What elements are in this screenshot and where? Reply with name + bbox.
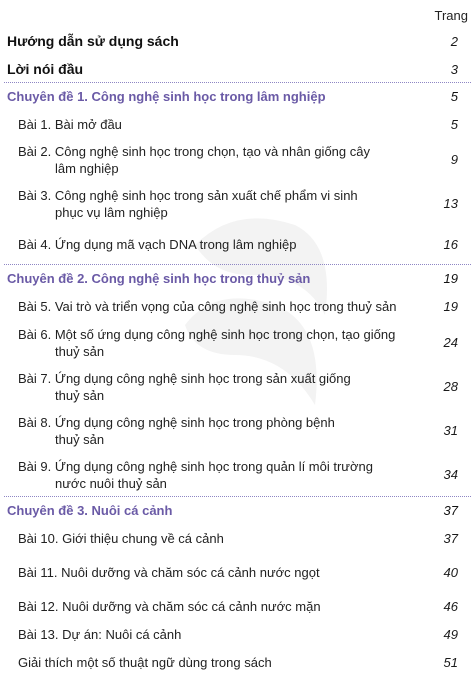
page-number: 3 <box>450 62 458 77</box>
entry-title <box>7 270 310 287</box>
entry-title-line: Bài 8. Ứng dụng công nghệ sinh học trong phòng bệnh <box>18 415 335 430</box>
entry-title <box>18 626 181 643</box>
entry-title-line: Bài 3. Công nghệ sinh học trong sản xuất chế phẩm vi sinh <box>18 188 358 203</box>
entry-title-line: thuỷ sản <box>55 388 105 403</box>
entry-title <box>18 298 396 315</box>
page-number: 28 <box>443 379 458 394</box>
page-number: 19 <box>443 299 458 314</box>
entry-title <box>7 88 326 105</box>
page-number: 31 <box>443 423 458 438</box>
entry-title-line: Bài 11. Nuôi dưỡng và chăm sóc cá cảnh nước ngọt <box>18 565 320 580</box>
page-number: 51 <box>443 655 458 670</box>
entry-title <box>18 370 351 404</box>
entry-title-line: thuỷ sản <box>55 344 105 359</box>
entry-title-line: Bài 5. Vai trò và triển vọng của công nghệ sinh học trong thuỷ sản <box>18 299 397 314</box>
entry-title-line: Chuyên đề 3. Nuôi cá cảnh <box>7 503 173 518</box>
entry-title-line: Giải thích một số thuật ngữ dùng trong sách <box>18 655 272 670</box>
page-number: 34 <box>443 467 458 482</box>
page-number: 5 <box>450 89 458 104</box>
entry-title-line: Bài 9. Ứng dụng công nghệ sinh học trong quản lí môi trường <box>18 459 373 474</box>
entry-title <box>18 654 272 671</box>
page-number: 5 <box>450 117 458 132</box>
entry-title <box>18 326 395 360</box>
entry-title <box>18 458 373 492</box>
entry-title-line: Chuyên đề 2. Công nghệ sinh học trong thuỷ sản <box>7 271 311 286</box>
entry-title-line: Bài 6. Một số ứng dụng công nghệ sinh học trong chọn, tạo giống <box>18 327 396 342</box>
page-number: 13 <box>443 196 458 211</box>
section-divider <box>4 264 471 265</box>
entry-title <box>18 143 370 177</box>
entry-title-line: Bài 7. Ứng dụng công nghệ sinh học trong sản xuất giống <box>18 371 351 386</box>
page-column-header: Trang <box>434 8 468 23</box>
entry-title-line: Bài 2. Công nghệ sinh học trong chọn, tạo và nhân giống cây <box>18 144 370 159</box>
entry-title-line: phục vụ lâm nghiệp <box>55 205 168 220</box>
entry-title-line: Bài 1. Bài mở đầu <box>18 117 122 132</box>
page-number: 49 <box>443 627 458 642</box>
entry-title-line: Bài 13. Dự án: Nuôi cá cảnh <box>18 627 182 642</box>
section-divider <box>4 82 471 83</box>
entry-title <box>18 236 296 253</box>
entry-title-line: Bài 4. Ứng dụng mã vạch DNA trong lâm nghiệp <box>18 237 297 252</box>
entry-title-line: Bài 12. Nuôi dưỡng và chăm sóc cá cảnh nước mặn <box>18 599 321 614</box>
page-number: 40 <box>443 565 458 580</box>
entry-title <box>18 414 335 448</box>
entry-title <box>18 530 224 547</box>
entry-title-line: Bài 10. Giới thiệu chung về cá cảnh <box>18 531 224 546</box>
page-number: 2 <box>450 34 458 49</box>
entry-title <box>18 598 321 615</box>
page-number: 16 <box>443 237 458 252</box>
section-divider <box>4 496 471 497</box>
entry-title <box>18 116 122 133</box>
entry-title <box>7 61 83 78</box>
entry-title-line: thuỷ sản <box>55 432 105 447</box>
entry-title-line: Hướng dẫn sử dụng sách <box>7 33 179 49</box>
entry-title <box>7 502 172 519</box>
page-number: 46 <box>443 599 458 614</box>
page-number: 37 <box>443 503 458 518</box>
entry-title-line: lâm nghiệp <box>55 161 119 176</box>
entry-title-line: Chuyên đề 1. Công nghệ sinh học trong lâm nghiệp <box>7 89 326 104</box>
entry-title <box>18 564 320 581</box>
page-number: 37 <box>443 531 458 546</box>
page-number: 9 <box>450 152 458 167</box>
page-number: 19 <box>443 271 458 286</box>
entry-title-line: Lời nói đầu <box>7 61 84 77</box>
page-number: 24 <box>443 335 458 350</box>
entry-title <box>7 33 179 50</box>
entry-title-line: nước nuôi thuỷ sản <box>55 476 167 491</box>
entry-title <box>18 187 358 221</box>
